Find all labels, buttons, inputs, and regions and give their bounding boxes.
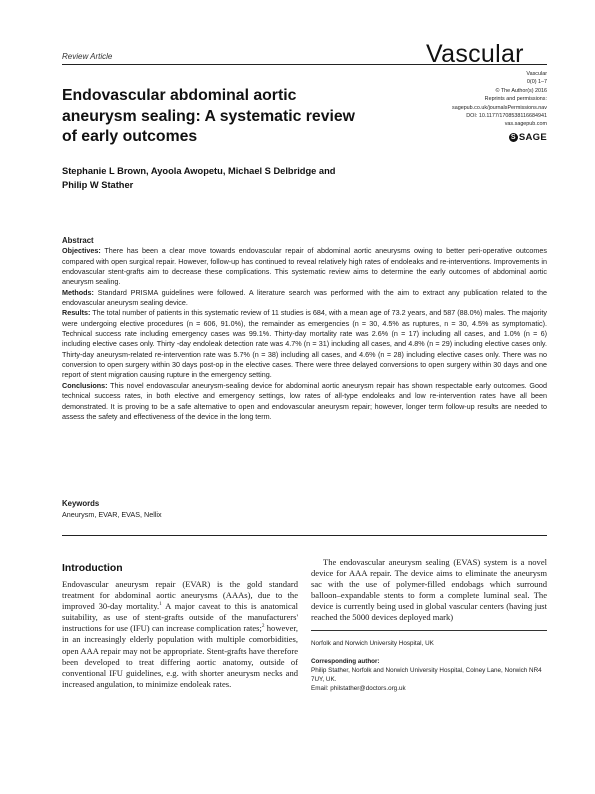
methods-label: Methods: bbox=[62, 287, 94, 297]
footnote-divider bbox=[311, 630, 547, 631]
abstract-results bbox=[62, 308, 547, 380]
abstract-heading: Abstract bbox=[62, 236, 94, 245]
corresponding-address: Philip Stather, Norfolk and Norwich University Hospital, Colney Lane, Norwich NR4 7UY, UK. bbox=[311, 667, 542, 683]
publisher-logo bbox=[509, 132, 547, 143]
results-text: The total number of patients in this systematic review of 11 studies is 684, with a mean age of 73.2 years, and 587 (88.0%) males. The majority were undergoing elective procedures (n = 606, 91.0%), the remainder as emergencies (n = 30, 4.5% as ruptures, n = 30, 4.5% as symptomatic). Technical success rate including emergency cases was 99.1%. Thirty-day mortality rate was 2.6% (n = 17) including all cases, and 1.0% (n = 6) including elective cases only. Thirty -day endoleak detection rate was 4.7% (n = 31) including all cases, and 4.8% (n = 29) including elective cases only. Thirty-day aneurysm-related re-intervention rate was 5.7% (n = 38) including all cases, and 4.6% (n = 28) including elective cases only. There was no conversion to open surgery within 30 days post-op in the elective cases. There were three delayed conversions to open surgery within 30 days and one report of stent migration causing rupture in the emergency setting. bbox=[62, 308, 547, 380]
intro-paragraph-left bbox=[62, 579, 298, 690]
meta-volume: 0(0) 1–7 bbox=[526, 79, 547, 86]
abstract-conclusions bbox=[62, 381, 547, 422]
abstract-objectives bbox=[62, 246, 547, 287]
abstract bbox=[62, 236, 547, 422]
publisher-name: SAGE bbox=[518, 132, 547, 143]
meta-permissions-link[interactable]: sagepub.co.uk/journalsPermissions.nav bbox=[452, 104, 547, 111]
intro-text-2: A major caveat to this is anatomical suitability, as use of stent-grafts outside of the manufacturers' instructions for use (IFU) can increase complication rates; bbox=[62, 601, 298, 634]
methods-text: Standard PRISMA guidelines were followed. A literature search was performed with the aim to extract any publication related to the endovascular aneurysm sealing device. bbox=[62, 287, 548, 308]
meta-doi[interactable]: DOI: 10.1177/1708538116684941 bbox=[466, 113, 547, 120]
introduction-heading: Introduction bbox=[62, 563, 123, 574]
abstract-methods bbox=[62, 288, 547, 309]
keywords-heading: Keywords bbox=[62, 499, 100, 508]
results-label: Results: bbox=[62, 308, 91, 318]
publication-meta bbox=[380, 70, 547, 129]
meta-website[interactable]: vas.sagepub.com bbox=[504, 121, 547, 128]
article-title: Endovascular abdominal aortic aneurysm sealing: A systematic review of early outcomes bbox=[62, 87, 355, 145]
reference-1[interactable]: 1 bbox=[159, 601, 162, 608]
objectives-text: There has been a clear move towards endovascular repair of abdominal aortic aneurysms owing to better peri-operative outcomes compared with open surgical repair. However, follow-up has continued to reveal relatively high rates of endoleaks and re-interventions. Improvements in endovascular stent-grafts aim to decrease these complications. This systematic review aims to determine the early outcomes of abdominal aortic aneurysm sealing. bbox=[62, 246, 547, 287]
keywords-section bbox=[62, 498, 547, 520]
sage-icon: S bbox=[509, 133, 518, 142]
corresponding-heading: Corresponding author: bbox=[311, 658, 380, 665]
corresponding-author bbox=[311, 657, 547, 693]
meta-reprints: Reprints and permissions: bbox=[484, 96, 547, 103]
intro-text-1: Endovascular aneurysm repair (EVAR) is the gold standard treatment for abdominal aortic aneurysms (AAAs), due to the improved 30-day mortality. bbox=[62, 579, 298, 612]
corresponding-email[interactable]: Email: philstather@doctors.org.uk bbox=[311, 685, 406, 692]
content-divider bbox=[62, 535, 547, 536]
conclusions-label: Conclusions: bbox=[62, 380, 108, 390]
journal-logo: Vascular bbox=[426, 40, 524, 68]
intro-text-3: however, in an increasingly elderly population with multiple comorbidities, open AAA repair may not be appropriate. Stent-grafts have therefore been developed to treat differing aortic anatomy, outside of conventional IFU guidelines, e.g. with shorter aneurysm necks and increased angulation, to minimize endoleak rates. bbox=[62, 623, 298, 689]
article-type: Review Article bbox=[62, 52, 113, 61]
author-list: Stephanie L Brown, Ayoola Awopetu, Michael S Delbridge and Philip W Stather bbox=[62, 166, 336, 190]
author-affiliation: Norfolk and Norwich University Hospital, UK bbox=[311, 640, 434, 647]
meta-journal: Vascular bbox=[526, 71, 547, 77]
objectives-label: Objectives: bbox=[62, 246, 101, 256]
reference-2[interactable]: 2 bbox=[261, 623, 265, 630]
keywords-list: Aneurysm, EVAR, EVAS, Nellix bbox=[62, 510, 162, 519]
meta-copyright: © The Author(s) 2016 bbox=[495, 87, 547, 94]
conclusions-text: This novel endovascular aneurysm-sealing device for abdominal aortic aneurysm repair has shown respectable early outcomes. Good technical success rates, in both elective and emergency settings, low rates of all-type endoleaks and low re-intervention rates have all been demonstrated. It is proving to be a safe alternative to open and endovascular aneurysm repair; however, longer term follow-up results are needed to assess the safety and effectiveness of the device in the long term. bbox=[62, 380, 547, 421]
intro-paragraph-right: The endovascular aneurysm sealing (EVAS) system is a novel device for AAA repair. The device aims to eliminate the aneurysm sac with the use of polymer-filled endobags which surround balloon–expandable stents to form a complete luminal seal. The device is currently being used in global vascular centers (having just reached the 5000 devices deployed mark) bbox=[311, 557, 547, 623]
header-divider bbox=[62, 64, 547, 65]
